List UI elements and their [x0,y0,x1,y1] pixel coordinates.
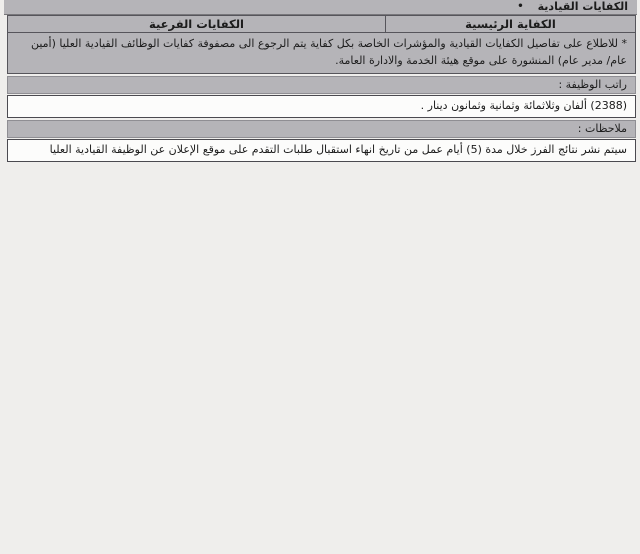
main-competency-header: الكفاية الرئيسية [386,16,636,33]
notes-value: سيتم نشر نتائج الفرز خلال مدة (5) أيام عمل من تاريخ انهاء استقبال طلبات التقدم على موقع الإعلان عن الوظيفة القيادية العليا [49,142,627,156]
salary-label: راتب الوظيفة : [558,78,627,91]
bullet-icon: • [517,1,524,12]
salary-value: (2388) ألفان وثلاثمائة وثمانية وثمانون دينار . [420,99,627,112]
sub-competency-header: الكفايات الفرعية [8,16,386,33]
footnote-row [8,33,636,74]
notes-label-strip [7,120,636,138]
competency-table [7,15,636,74]
heading-label: الكفايات القيادية [537,0,628,13]
footnote-text: * للاطلاع على تفاصيل الكفايات القيادية والمؤشرات الخاصة بكل كفاية يتم الرجوع الى مصفوفة كفايات الوظائف القيادية العليا (أمين عام/ مدير عام) المنشورة على موقع هيئة الخدمة والادارة العامة. [8,33,636,74]
table-header-row [8,16,636,33]
notes-value-row [7,139,636,162]
notes-label: ملاحظات : [577,121,627,135]
leadership-competencies-heading [4,0,637,15]
salary-value-row [7,95,636,118]
salary-label-strip [7,76,636,94]
